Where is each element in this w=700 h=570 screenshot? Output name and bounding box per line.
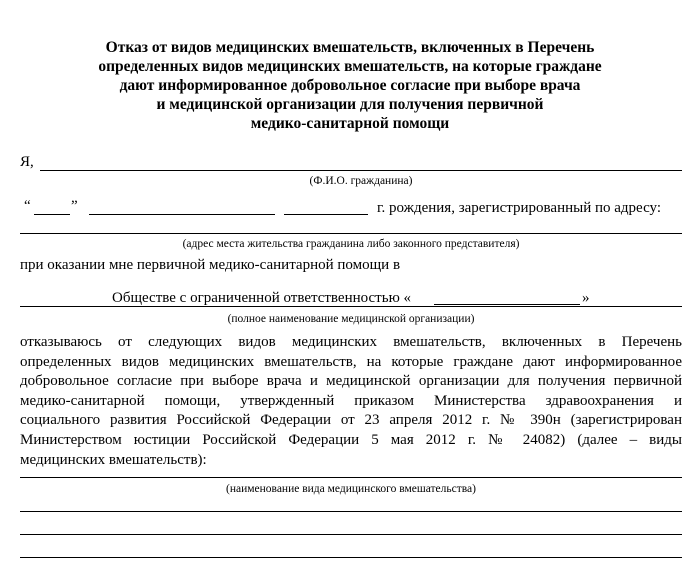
date-close-quote: ”	[71, 198, 78, 214]
organization-name-field[interactable]	[434, 304, 580, 305]
organization-suffix: »	[582, 290, 590, 306]
refusal-paragraph	[20, 333, 682, 470]
paragraph-line: медицинских вмешательств):	[20, 451, 207, 468]
title-line: определенных видов медицинских вмешательств, на которые граждане	[98, 58, 602, 75]
birth-month-field[interactable]	[89, 214, 275, 215]
birth-day-field[interactable]	[34, 214, 70, 215]
title-line: дают информированное добровольное согласие при выборе врача	[119, 77, 581, 94]
fio-caption: (Ф.И.О. гражданина)	[309, 175, 413, 187]
paragraph-line: социального развития Российской Федерации от 23 апреля 2012 г. № 390н (зарегистрирован	[20, 412, 682, 429]
paragraph-line: определенных видов медицинских вмешательств, на которые граждане дают информированное	[20, 353, 682, 370]
title-line: Отказ от видов медицинских вмешательств, включенных в Перечень	[105, 39, 595, 56]
fio-field[interactable]	[40, 170, 682, 171]
paragraph-line: отказываюсь от следующих видов медицинских вмешательств, включенных в Перечень	[20, 334, 682, 350]
intervention-field-4[interactable]	[20, 557, 682, 558]
intervention-field-1[interactable]	[20, 477, 682, 478]
title-line: и медицинской организации для получения первичной	[156, 96, 544, 113]
organization-prefix: Обществе с ограниченной ответственностью «	[112, 290, 412, 306]
intervention-field-2[interactable]	[20, 511, 682, 512]
paragraph-line: Министерством юстиции Российской Федерации 5 мая 2012 г. № 24082) (далее – виды	[20, 431, 682, 448]
birth-registration-text: г. рождения, зарегистрированный по адресу:	[377, 200, 662, 216]
organization-caption: (полное наименование медицинской организации)	[227, 313, 475, 325]
birth-year-field[interactable]	[284, 214, 368, 215]
paragraph-line: добровольное согласие при выборе врача и медицинской организации для получения первичной	[20, 373, 682, 390]
title-line: медико-санитарной помощи	[250, 115, 450, 132]
ya-label: Я,	[20, 154, 34, 170]
paragraph-line: медико-санитарной помощи, утвержденный приказом Министерства здравоохранения и	[20, 392, 682, 409]
address-caption: (адрес места жительства гражданина либо законного представителя)	[182, 238, 520, 250]
address-field[interactable]	[20, 233, 682, 234]
provision-text: при оказании мне первичной медико-санитарной помощи в	[20, 257, 401, 273]
document-title	[20, 38, 680, 133]
intervention-field-3[interactable]	[20, 534, 682, 535]
date-open-quote: “	[24, 198, 31, 214]
intervention-caption: (наименование вида медицинского вмешательства)	[226, 483, 476, 495]
